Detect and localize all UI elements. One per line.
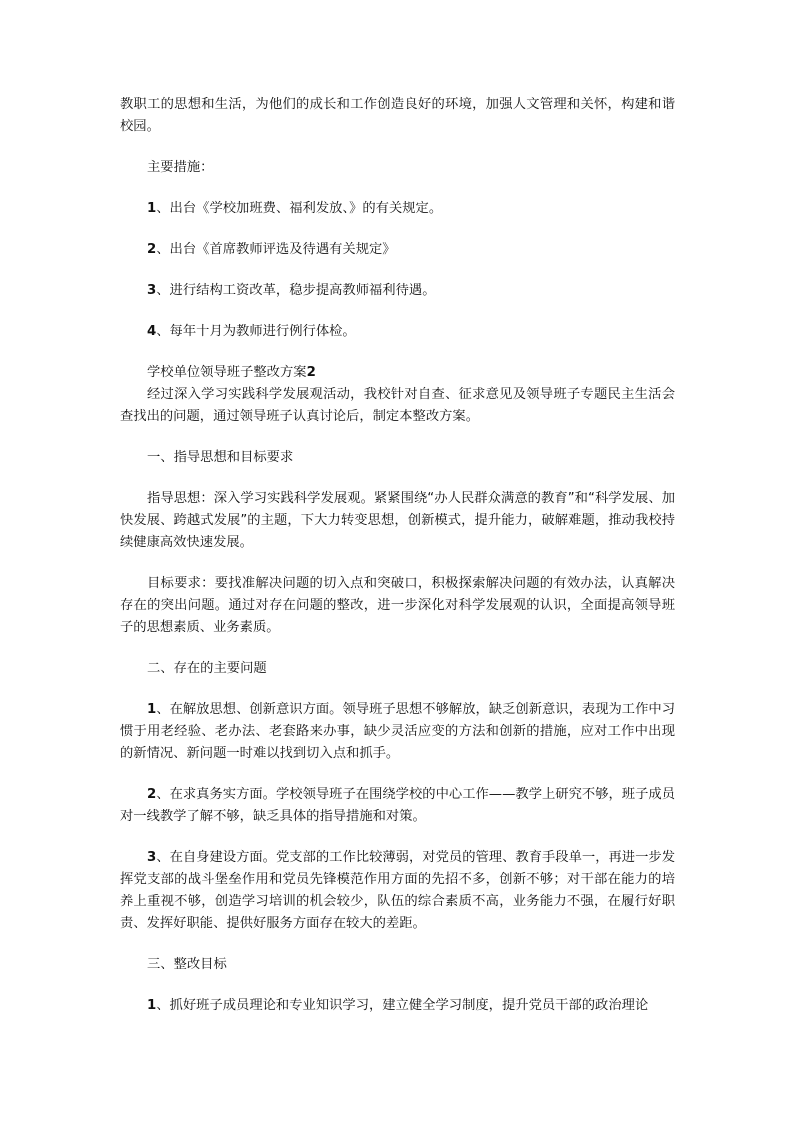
problem-item-1 [120,699,675,765]
problem-text: 、在自身建设方面。党支部的工作比较薄弱，对党员的管理、教育手段单一，再进一步发挥党支部的战斗堡垒作用和党员先锋模范作用方面的先招不多，创新不够；对干部在能力的培养上重视不够，创造学习培训的机会较少，队伍的综合素质不高，业务能力不强，在履行好职责、发挥好职能、提供好服务方面存在较大的差距。 [120,850,675,931]
problem-number: 3 [147,850,157,865]
measure-text: 、出台《学校加班费、福利发放、》的有关规定。 [156,201,443,216]
plan-title-text: 学校单位领导班子整改方案 [147,365,307,380]
plan-title [120,362,675,384]
problem-item-3 [120,847,675,935]
measure-item-2 [120,239,675,261]
problem-item-2 [120,784,675,828]
section-heading-2: 二、存在的主要问题 [147,661,267,676]
plan-title-number: 2 [306,365,316,380]
document-page [120,94,675,1017]
measure-number: 4 [147,324,157,339]
plan-intro-paragraph: 经过深入学习实践科学发展观活动，我校针对自查、征求意见及领导班子专题民主生活会查找出的问题，通过领导班子认真讨论后，制定本整改方案。 [120,387,675,424]
measure-item-1 [120,198,675,220]
target-text: 、抓好班子成员理论和专业知识学习，建立健全学习制度，提升党员干部的政治理论 [156,998,649,1013]
measure-item-3 [120,280,675,302]
target-number: 1 [147,998,157,1013]
intro-paragraph: 教职工的思想和生活，为他们的成长和工作创造良好的环境，加强人文管理和关怀，构建和谐校园。 [120,97,675,134]
measure-number: 3 [147,283,157,298]
section-heading-1: 一、指导思想和目标要求 [147,450,294,465]
section-heading-3: 三、整改目标 [147,957,227,972]
measure-text: 、出台《首席教师评选及待遇有关规定》 [156,242,396,257]
measure-number: 1 [147,201,157,216]
measure-number: 2 [147,242,157,257]
measure-item-4 [120,321,675,343]
measure-text: 、进行结构工资改革，稳步提高教师福利待遇。 [156,283,436,298]
measures-heading: 主要措施： [147,160,214,175]
goal-requirements-paragraph: 目标要求：要找准解决问题的切入点和突破口，积极探索解决问题的有效办法，认真解决存在的突出问题。通过对存在问题的整改，进一步深化对科学发展观的认识，全面提高领导班子的思想素质、业务素质。 [120,576,675,635]
guiding-thought-paragraph: 指导思想：深入学习实践科学发展观。紧紧围绕“办人民群众满意的教育”和“科学发展、加快发展、跨越式发展”的主题，下大力转变思想，创新模式，提升能力，破解难题，推动我校持续健康高效快速发展。 [120,491,675,550]
problem-text: 、在解放思想、创新意识方面。领导班子思想不够解放，缺乏创新意识，表现为工作中习惯于用老经验、老办法、老套路来办事，缺少灵活应变的方法和创新的措施，应对工作中出现的新情况、新问题一时难以找到切入点和抓手。 [120,702,675,761]
problem-number: 2 [147,787,157,802]
target-item-1 [120,995,675,1017]
measure-text: 、每年十月为教师进行例行体检。 [156,324,356,339]
problem-text: 、在求真务实方面。学校领导班子在围绕学校的中心工作——教学上研究不够，班子成员对一线教学了解不够，缺乏具体的指导措施和对策。 [120,787,675,824]
problem-number: 1 [147,702,157,717]
